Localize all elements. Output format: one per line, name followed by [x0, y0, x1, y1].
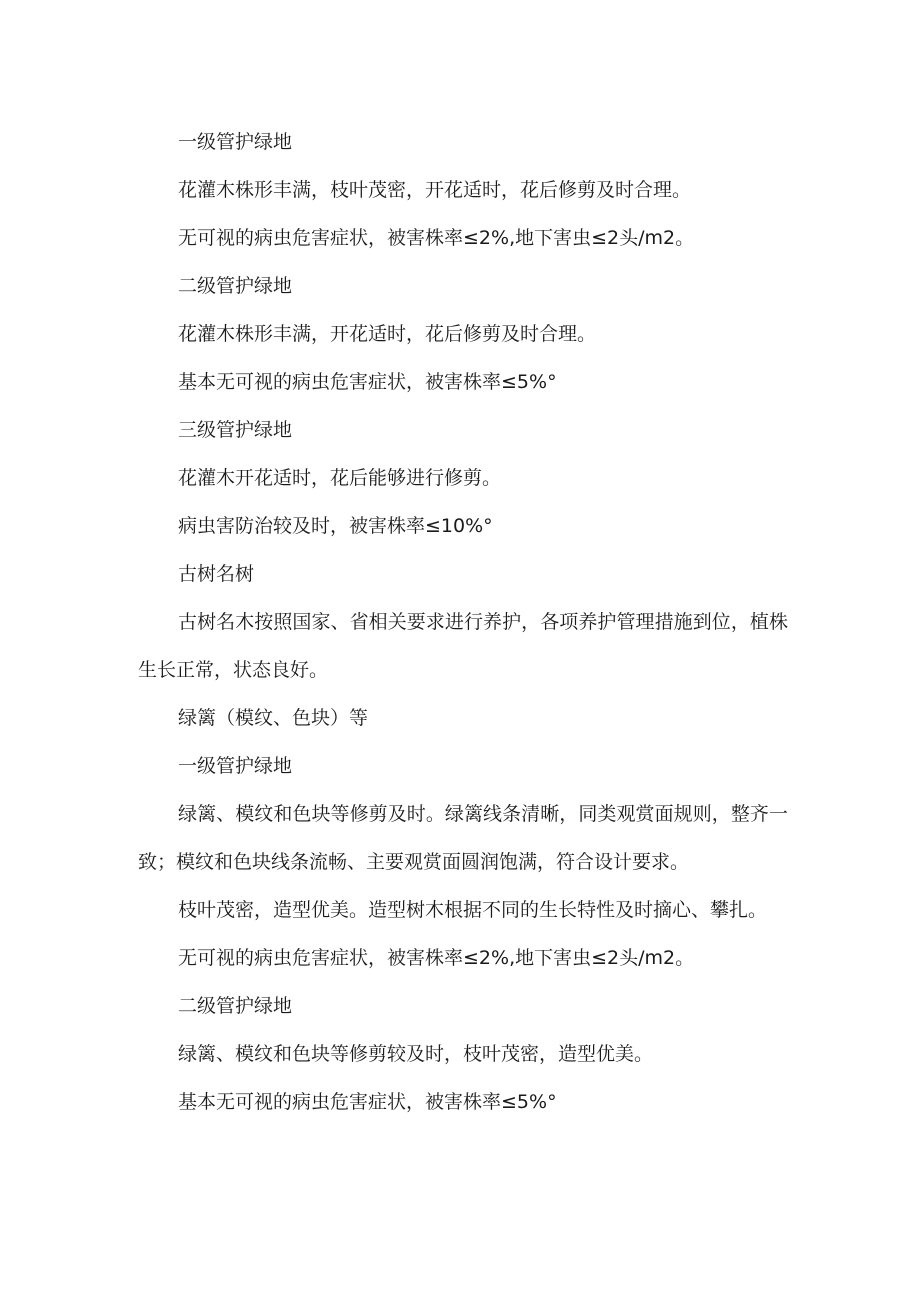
paragraph: 绿篱、模纹和色块等修剪较及时，枝叶茂密，造型优美。 [178, 1043, 654, 1065]
section-heading-level2: 二级管护绿地 [178, 275, 293, 297]
paragraph: 花灌木株形丰满，枝叶茂密，开花适时，花后修剪及时合理。 [178, 179, 692, 201]
paragraph: 病虫害防治较及时，被害株率≤10%° [178, 515, 493, 537]
section-heading-level2: 二级管护绿地 [178, 995, 293, 1017]
paragraph: 无可视的病虫危害症状，被害株率≤2%,地下害虫≤2头/m2。 [178, 947, 695, 969]
paragraph: 无可视的病虫危害症状，被害株率≤2%,地下害虫≤2头/m2。 [178, 227, 695, 249]
section-heading-ancient-trees: 古树名树 [178, 563, 255, 585]
section-heading-hedges: 绿篱（模纹、色块）等 [178, 707, 369, 729]
paragraph: 古树名木按照国家、省相关要求进行养护，各项养护管理措施到位，植株生长正常，状态良好。 [138, 611, 788, 681]
paragraph: 花灌木开花适时，花后能够进行修剪。 [178, 467, 502, 489]
document-body [138, 118, 788, 1126]
paragraph: 花灌木株形丰满，开花适时，花后修剪及时合理。 [178, 323, 597, 345]
section-heading-level1: 一级管护绿地 [178, 131, 293, 153]
paragraph: 枝叶茂密，造型优美。造型树木根据不同的生长特性及时摘心、攀扎。 [178, 899, 768, 921]
paragraph: 基本无可视的病虫危害症状，被害株率≤5%° [178, 371, 557, 393]
section-heading-level1: 一级管护绿地 [178, 755, 293, 777]
section-heading-level3: 三级管护绿地 [178, 419, 293, 441]
paragraph: 绿篱、模纹和色块等修剪及时。绿篱线条清晰，同类观赏面规则，整齐一致；模纹和色块线条流畅、主要观赏面圆润饱满，符合设计要求。 [138, 803, 788, 873]
paragraph: 基本无可视的病虫危害症状，被害株率≤5%° [178, 1091, 557, 1113]
